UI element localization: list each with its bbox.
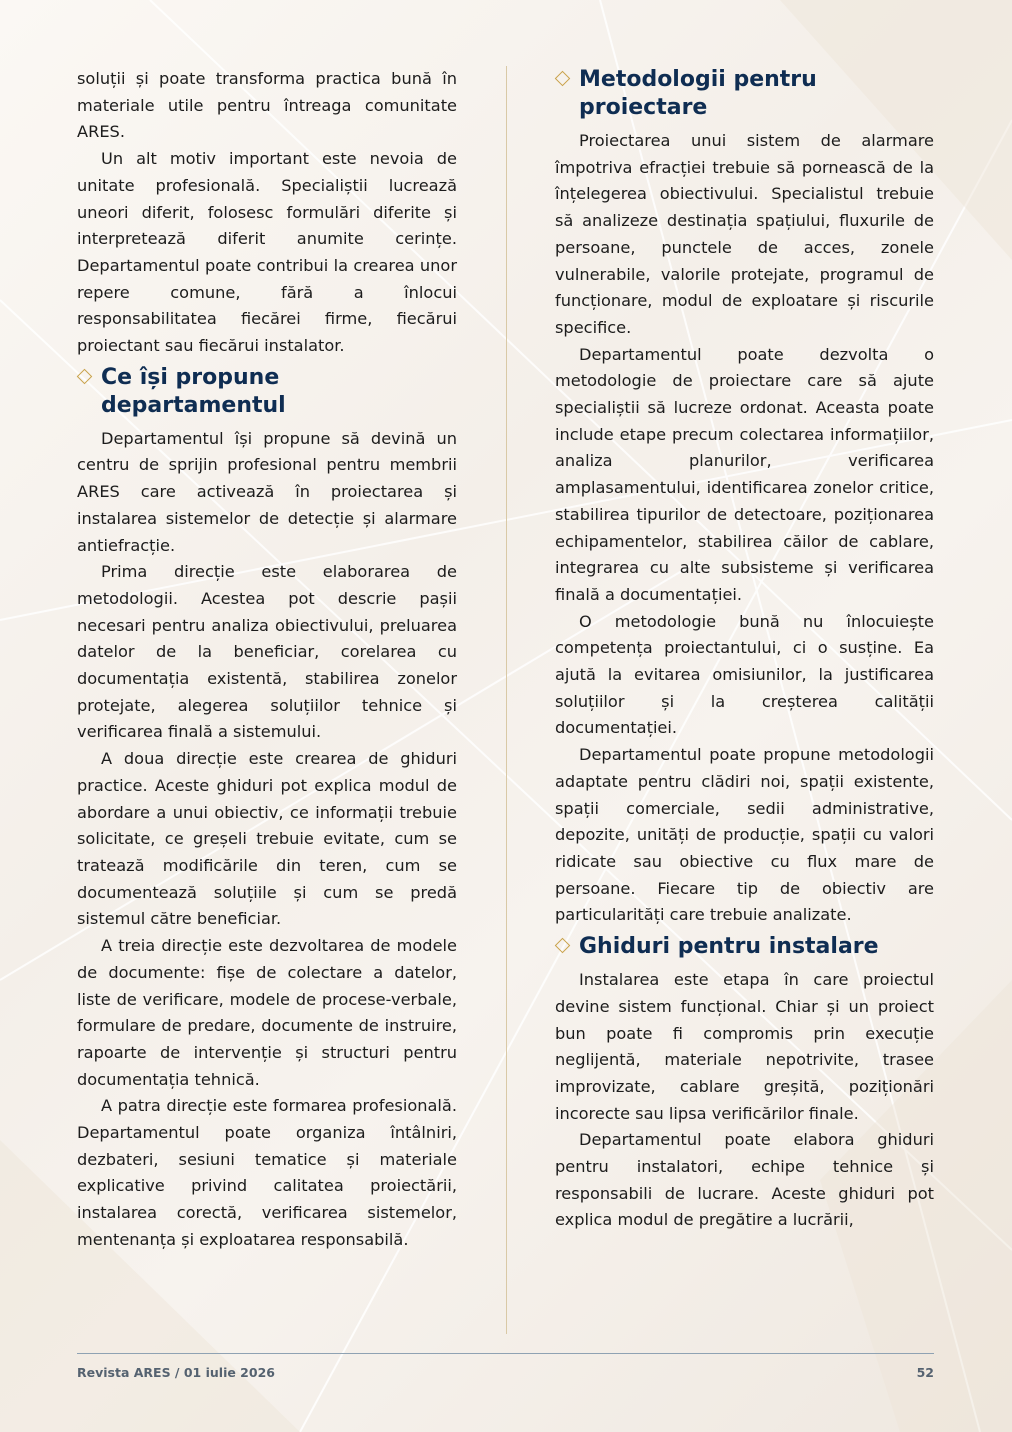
column-divider — [506, 66, 507, 1334]
paragraph: Departamentul poate dezvolta o metodologie de proiectare care să ajute specialiștii să lucreze ordonat. Aceasta poate include etape precum colectarea informațiilor, analiza planurilor, verificarea amplasamentului, identificarea zonelor critice, stabilirea tipurilor de detectoare, poziționarea echipamentelor, stabilirea căilor de cablare, integrarea cu alte subsisteme și verificarea finală a documentației. — [555, 344, 934, 604]
paragraph: A patra direcție este formarea profesională. Departamentul poate organiza întâlniri, dezbateri, sesiuni tematice și materiale explicative privind calitatea proiectării, instalarea corectă, verificarea sistemelor, mentenanța și exploatarea responsabilă. — [77, 1096, 457, 1249]
diamond-bullet-icon — [77, 368, 93, 384]
section-heading-text: Ghiduri pentru instalare — [579, 934, 879, 960]
diamond-bullet-icon — [555, 71, 571, 87]
paragraph: Proiectarea unui sistem de alarmare împotriva efracției trebuie să pornească de la înțelegerea obiectivului. Specialistul trebuie să analizeze destinația spațiului, fluxurile de persoane, punctele de acces, zonele vulnerabile, valorile protejate, programul de funcționare, modul de exploatare și riscurile specifice. — [555, 131, 934, 337]
paragraph: A treia direcție este dezvoltarea de modele de documente: fișe de colectare a datelor, liste de verificare, modele de procese-verbale, formulare de predare, documente de instruire, rapoarte de intervenție și structuri pentru documentația tehnică. — [77, 936, 457, 1089]
footer-divider — [77, 1353, 934, 1354]
paragraph: Departamentul poate elabora ghiduri pentru instalatori, echipe tehnice și responsabili de lucrare. Aceste ghiduri pot explica modul de pregătire a lucrării, — [555, 1130, 934, 1230]
section-heading — [77, 364, 457, 420]
section-heading — [555, 933, 934, 961]
left-column — [77, 66, 457, 1254]
diamond-bullet-icon — [555, 938, 571, 954]
footer-publication: Revista ARES / 01 iulie 2026 — [77, 1365, 275, 1380]
paragraph: A doua direcție este crearea de ghiduri practice. Aceste ghiduri pot explica modul de abordare a unui obiectiv, ce informații trebuie solicitate, ce greșeli trebuie evitate, cum se tratează modificările din teren, cum se documentează soluțiile și cum se predă sistemul către beneficiar. — [77, 749, 457, 929]
right-column — [555, 66, 934, 1234]
paragraph: Un alt motiv important este nevoia de unitate profesională. Specialiștii lucrează uneori diferit, folosesc formulări diferite și interpretează diferit anumite cerințe. Departamentul poate contribui la crearea unor repere comune, fără a înlocui responsabilitatea fiecărei firme, fiecărui proiectant sau fiecărui instalator. — [77, 149, 457, 356]
paragraph: Prima direcție este elaborarea de metodologii. Acestea pot descrie pașii necesari pentru analiza obiectivului, preluarea datelor de la beneficiar, corelarea cu documentația existentă, stabilirea zonelor protejate, alegerea soluțiilor tehnice și verificarea finală a sistemului. — [77, 562, 457, 742]
paragraph: soluții și poate transforma practica bună în materiale utile pentru întreaga comunitate ARES. — [77, 69, 457, 142]
paragraph: O metodologie bună nu înlocuiește competența proiectantului, ci o susține. Ea ajută la evitarea omisiunilor, la justificarea soluțiilor și la creșterea calității documentației. — [555, 611, 934, 738]
paragraph: Departamentul își propune să devină un centru de sprijin profesional pentru membrii ARES care activează în proiectarea și instalarea sistemelor de detecție și alarmare antiefracție. — [77, 428, 457, 555]
section-heading-text: Ce își propune departamentul — [101, 364, 286, 418]
paragraph: Departamentul poate propune metodologii adaptate pentru clădiri noi, spații existente, spații comerciale, sedii administrative, depozite, unități de producție, spații cu valori ridicate sau obiective cu flux mare de persoane. Fiecare tip de obiectiv are particularități care trebuie analizate. — [555, 745, 934, 925]
section-heading-text: Metodologii pentru proiectare — [579, 67, 817, 120]
section-heading — [555, 66, 934, 122]
page-number: 52 — [916, 1365, 934, 1380]
paragraph: Instalarea este etapa în care proiectul devine sistem funcțional. Chiar și un proiect bun poate fi compromis prin execuție neglijentă, materiale nepotrivite, trasee improvizate, cablare greșită, poziționări incorecte sau lipsa verificărilor finale. — [555, 970, 934, 1123]
